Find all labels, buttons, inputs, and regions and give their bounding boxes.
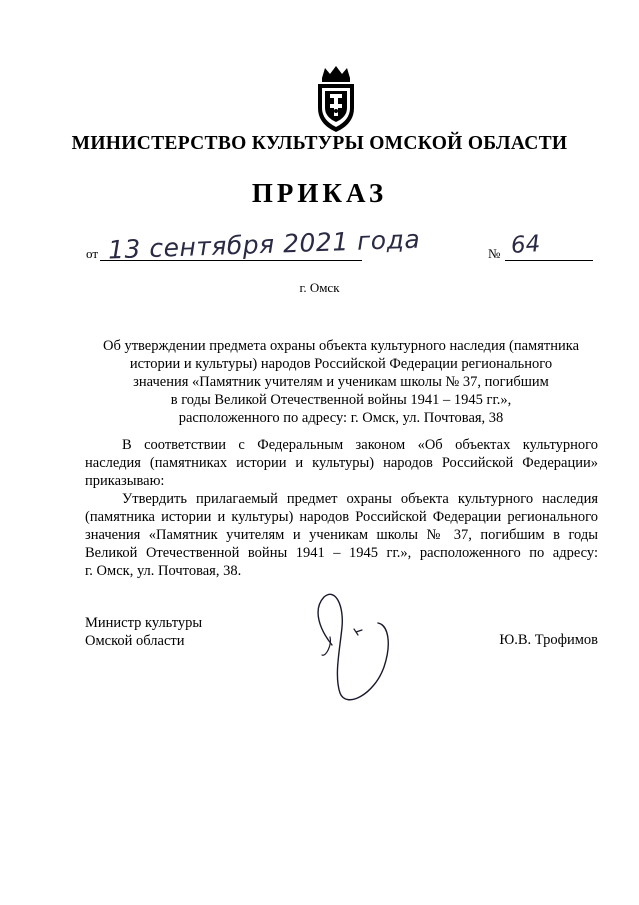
signatory-title-line: Омской области [85, 633, 185, 649]
city-label: г. Омск [299, 280, 340, 295]
body-line: приказываю: [85, 473, 165, 489]
signatory-title [85, 614, 202, 650]
document-type-title: ПРИКАЗ [251, 178, 388, 208]
body-line: наследия (памятниках истории и культуры) народов Российской Федерации» [85, 455, 598, 471]
ministry-title: МИНИСТЕРСТВО КУЛЬТУРЫ ОМСКОЙ ОБЛАСТИ [71, 133, 568, 154]
body-line: (памятника истории и культуры) народов Российской Федерации регионального [85, 509, 598, 525]
coat-of-arms-icon [313, 64, 359, 134]
handwritten-number: 64 [510, 231, 542, 259]
order-subject [88, 337, 594, 427]
subject-line: значения «Памятник учителям и ученикам школы № 37, погибшим [133, 374, 549, 390]
date-number-line [86, 224, 606, 265]
signatory-name: Ю.В. Трофимов [499, 632, 598, 648]
order-body [85, 436, 598, 580]
number-prefix: № [488, 246, 501, 261]
subject-line: в годы Великой Отечественной войны 1941 – 1945 гг.», [170, 392, 512, 408]
number-underline [505, 260, 593, 261]
subject-line: Об утверждении предмета охраны объекта культурного наследия (памятника [102, 338, 580, 354]
signature-icon [292, 585, 402, 715]
subject-line: истории и культуры) народов Российской Федерации регионального [129, 356, 553, 372]
body-line: г. Омск, ул. Почтовая, 38. [85, 563, 242, 579]
body-line: В соответствии с Федеральным законом «Об объектах культурного [122, 437, 598, 453]
handwritten-date: 13 сентября 2021 года [107, 224, 421, 265]
body-line: значения «Памятник учителям и ученикам школы № 37, погибшим в годы [85, 527, 598, 543]
body-line: Утвердить прилагаемый предмет охраны объекта культурного наследия [122, 491, 598, 507]
body-line: Великой Отечественной войны 1941 – 1945 гг.», расположенного по адресу: [85, 545, 598, 561]
date-prefix: от [86, 246, 99, 261]
signatory-title-line: Министр культуры [85, 615, 203, 631]
subject-line: расположенного по адресу: г. Омск, ул. Почтовая, 38 [178, 410, 504, 426]
